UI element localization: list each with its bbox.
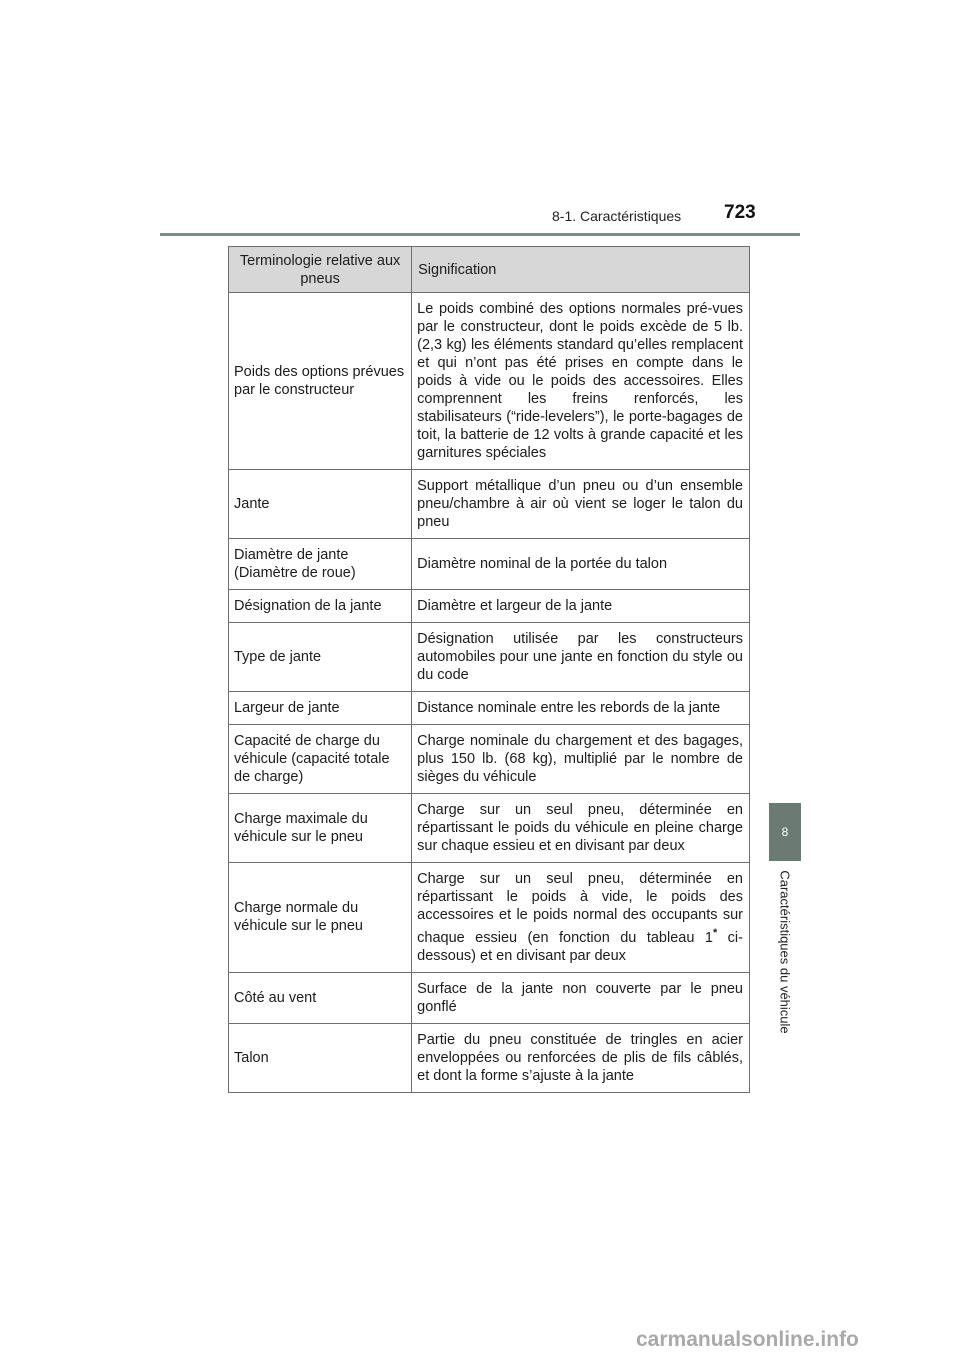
meaning-text: Charge sur un seul pneu, déterminée en répartissant le poids à vide, le poids des accessoires et le poids normal des occupants sur chaque essieu (en fonction du tableau 1 (417, 871, 743, 946)
meaning-cell: Distance nominale entre les rebords de la jante (412, 692, 750, 725)
meaning-text-continued: ci-dessous) et en divisant par deux (417, 929, 743, 964)
meaning-cell: Le poids combiné des options normales pré-vues par le constructeur, dont le poids excède de 5 lb. (2,3 kg) les éléments standard qu’elles remplacent et qui n’ont pas été prises en compte dans le poids à vide ou le poids des accessoires. Elles comprennent les freins renforcés, les stabilisateurs (“ride-levelers”), le porte-bagages de toit, la batterie de 12 volts à grande capacité et les garnitures spéciales (412, 293, 750, 470)
footnote-mark: * (712, 927, 718, 939)
meaning-cell: Surface de la jante non couverte par le pneu gonflé (412, 972, 750, 1023)
term-cell: Capacité de charge du véhicule (capacité totale de charge) (229, 725, 412, 794)
term-cell: Jante (229, 470, 412, 539)
watermark: carmanualsonline.info (636, 1328, 859, 1351)
table-row (229, 590, 750, 623)
meaning-cell: Partie du pneu constituée de tringles en acier enveloppées ou renforcées de plis de fils câblés, et dont la forme s’ajuste à la jante (412, 1023, 750, 1092)
term-cell: Largeur de jante (229, 692, 412, 725)
table-row (229, 293, 750, 470)
page-number: 723 (724, 202, 756, 223)
chapter-label: Caractéristiques du véhicule (777, 870, 793, 1034)
term-cell: Côté au vent (229, 972, 412, 1023)
table-row (229, 470, 750, 539)
meaning-cell: Diamètre et largeur de la jante (412, 590, 750, 623)
term-cell: Poids des options prévues par le constructeur (229, 293, 412, 470)
term-cell: Diamètre de jante (Diamètre de roue) (229, 539, 412, 590)
table-row (229, 725, 750, 794)
table-row (229, 1023, 750, 1092)
section-title: 8-1. Caractéristiques (552, 208, 682, 224)
column-header-term: Terminologie relative aux pneus (229, 247, 412, 293)
term-cell: Talon (229, 1023, 412, 1092)
table-row (229, 794, 750, 863)
tire-terminology-table (228, 246, 750, 1093)
table-row (229, 972, 750, 1023)
column-header-meaning: Signification (412, 247, 750, 293)
table-row (229, 692, 750, 725)
table-row (229, 623, 750, 692)
meaning-cell: Support métallique d’un pneu ou d’un ensemble pneu/chambre à air où vient se loger le talon du pneu (412, 470, 750, 539)
meaning-cell: Charge nominale du chargement et des bagages, plus 150 lb. (68 kg), multiplié par le nombre de sièges du véhicule (412, 725, 750, 794)
header-divider (160, 233, 800, 236)
term-cell: Désignation de la jante (229, 590, 412, 623)
table-row (229, 539, 750, 590)
term-cell: Type de jante (229, 623, 412, 692)
meaning-cell: Charge sur un seul pneu, déterminée en répartissant le poids du véhicule en pleine charge sur chaque essieu et en divisant par deux (412, 794, 750, 863)
chapter-number: 8 (781, 825, 789, 839)
term-cell: Charge maximale du véhicule sur le pneu (229, 794, 412, 863)
meaning-cell (412, 863, 750, 973)
term-cell: Charge normale du véhicule sur le pneu (229, 863, 412, 973)
meaning-cell: Diamètre nominal de la portée du talon (412, 539, 750, 590)
chapter-tab[interactable] (769, 803, 801, 861)
table-header-row (229, 247, 750, 293)
meaning-cell: Désignation utilisée par les constructeurs automobiles pour une jante en fonction du style ou du code (412, 623, 750, 692)
table-row (229, 863, 750, 973)
